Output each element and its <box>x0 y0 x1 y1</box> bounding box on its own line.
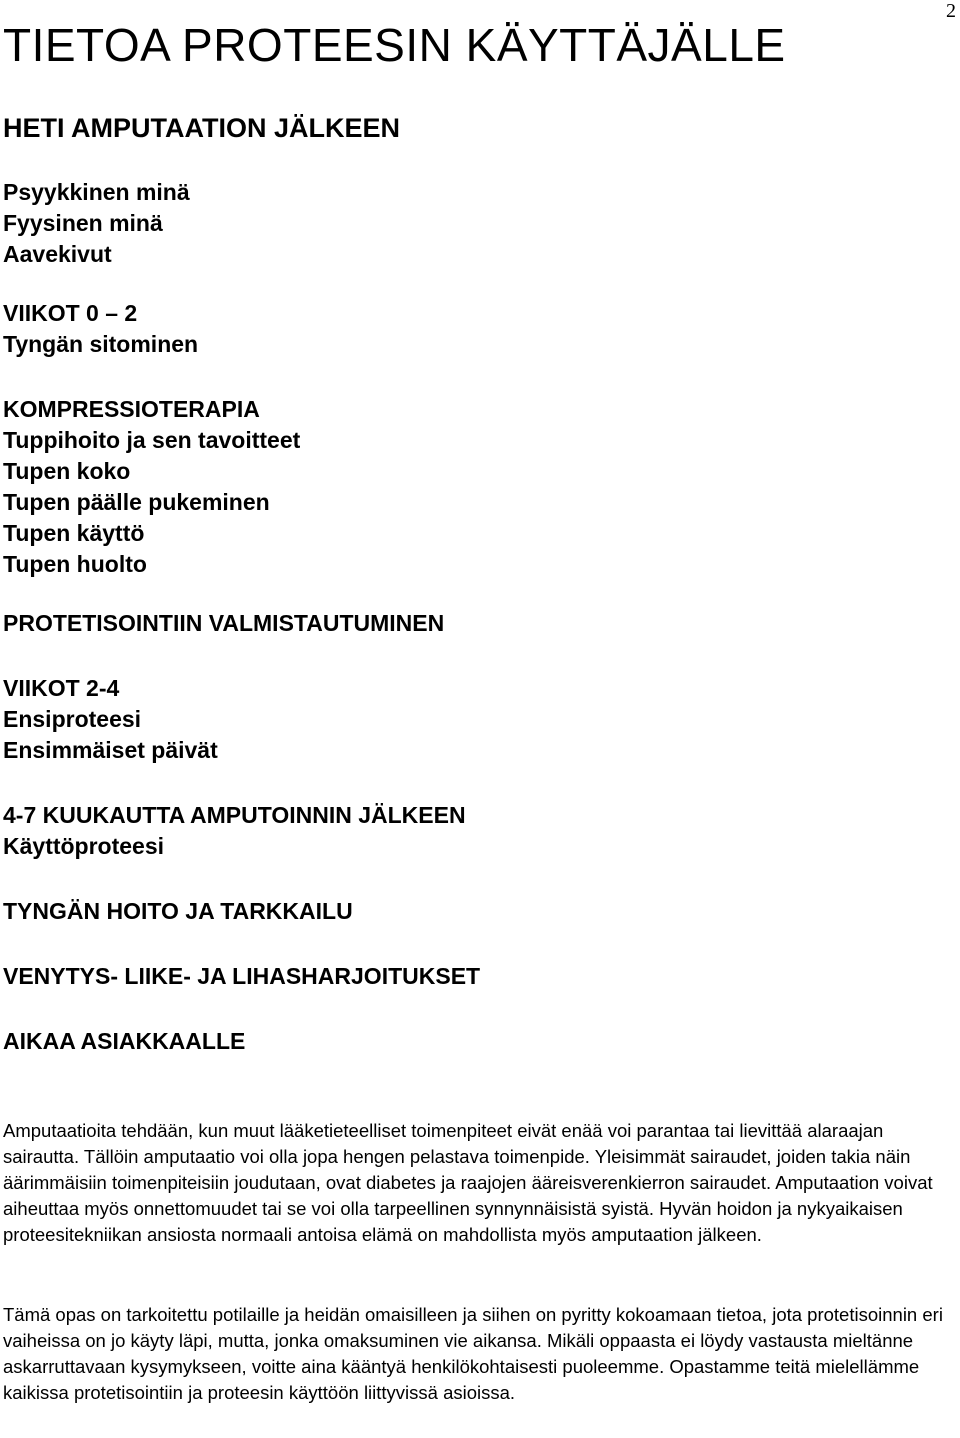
heading-kompressioterapia: KOMPRESSIOTERAPIA <box>3 396 260 422</box>
heading-aikaa-asiakkaalle: AIKAA ASIAKKAALLE <box>3 1028 246 1054</box>
heading-protetisointiin-valmistautuminen: PROTETISOINTIIN VALMISTAUTUMINEN <box>3 610 445 636</box>
heading-4-7-kuukautta: 4-7 KUUKAUTTA AMPUTOINNIN JÄLKEEN <box>3 802 466 828</box>
contents-outline <box>3 108 953 1057</box>
page-number: 2 <box>946 0 956 22</box>
document-title: TIETOA PROTEESIN KÄYTTÄJÄLLE <box>3 19 786 71</box>
item-tupen-paalle-pukeminen: Tupen päälle pukeminen <box>3 489 270 515</box>
heading-viikot-2-4: VIIKOT 2-4 <box>3 675 120 701</box>
item-tyngan-sitominen: Tyngän sitominen <box>3 331 199 357</box>
item-aavekivut: Aavekivut <box>3 241 112 267</box>
item-kayttoproteesi: Käyttöproteesi <box>3 833 165 859</box>
item-tupen-huolto: Tupen huolto <box>3 551 147 577</box>
item-psyykkinen-mina: Psyykkinen minä <box>3 179 190 205</box>
item-tupen-kaytto: Tupen käyttö <box>3 520 145 546</box>
item-ensiproteesi: Ensiproteesi <box>3 706 142 732</box>
heading-tyngan-hoito-ja-tarkkailu: TYNGÄN HOITO JA TARKKAILU <box>3 898 353 924</box>
heading-venytys-liike-lihasharjoitukset: VENYTYS- LIIKE- JA LIHASHARJOITUKSET <box>3 963 481 989</box>
heading-viikot-0-2: VIIKOT 0 – 2 <box>3 300 138 326</box>
item-ensimmaiset-paivat: Ensimmäiset päivät <box>3 737 218 763</box>
paragraph-opas: Tämä opas on tarkoitettu potilaille ja heidän omaisilleen ja siihen on pyritty kokoamaan tietoa, jota protetisoinnin eri vaiheissa on jo käyty läpi, mutta, jonka omaksuminen vie aikansa. Mikäli oppaasta ei löydy vastausta mieltänne askarruttavaan kysymykseen, voitte aina kääntyä henkilökohtaisesti puoleemme. Opastamme teitä mielellämme kaikissa protetisointiin ja proteesin käyttöön liittyvissä asioissa. <box>3 1304 943 1403</box>
heading-heti-amputaation-jalkeen: HETI AMPUTAATION JÄLKEEN <box>3 113 400 143</box>
item-fyysinen-mina: Fyysinen minä <box>3 210 163 236</box>
item-tuppihoito: Tuppihoito ja sen tavoitteet <box>3 427 301 453</box>
paragraph-amputaatiot: Amputaatioita tehdään, kun muut lääketieteelliset toimenpiteet eivät enää voi parantaa tai lievittää alaraajan sairautta. Tällöin amputaatio voi olla jopa hengen pelastava toimenpide. Yleisimmät sairaudet, joiden takia näin äärimmäisiin toimenpiteisiin joudutaan, ovat diabetes ja raajojen ääreisverenkierron sairaudet. Amputaation voivat aiheuttaa myös onnettomuudet tai se voi olla tarpeellinen synnynnäisistä syistä. Hyvän hoidon ja nykyaikaisen proteesitekniikan ansiosta normaali antoisa elämä on mahdollista myös amputaation jälkeen. <box>3 1120 933 1245</box>
item-tupen-koko: Tupen koko <box>3 458 131 484</box>
